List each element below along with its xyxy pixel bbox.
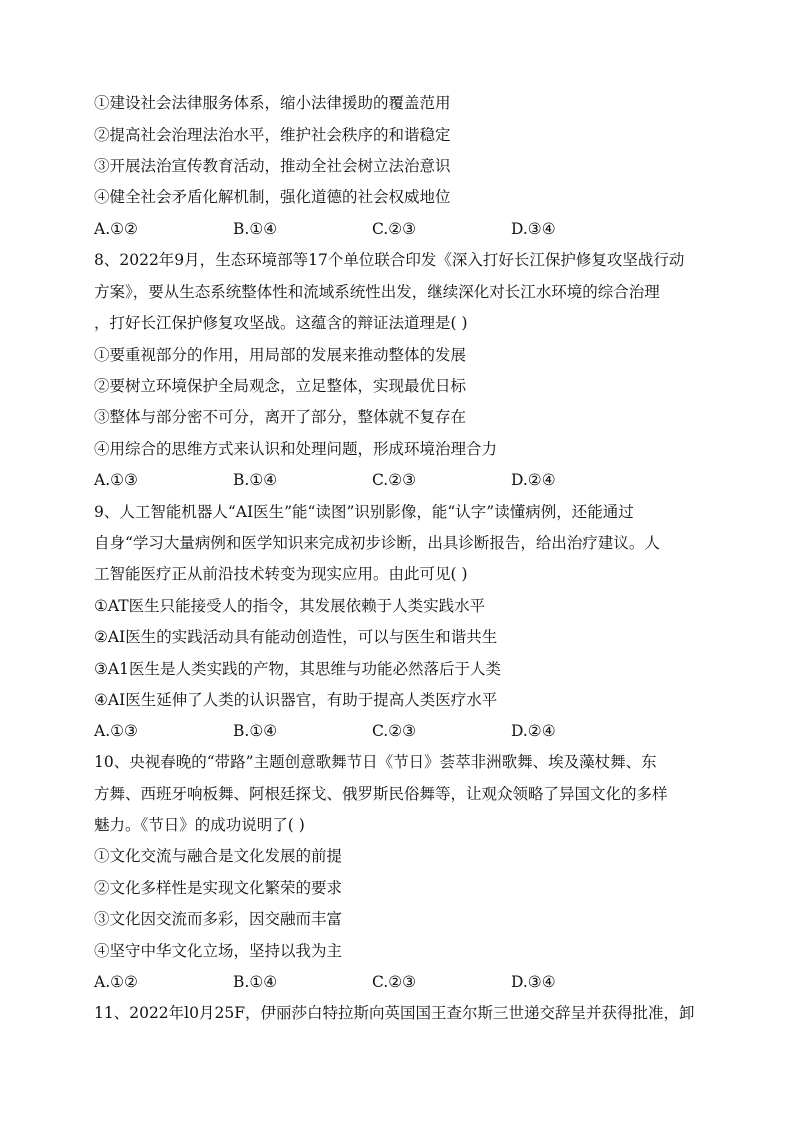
q7-option-d: D.③④ xyxy=(511,220,556,238)
q9-options xyxy=(94,720,654,742)
q9-statement-2: ②AI医生的实践活动具有能动创造性，可以与医生和谐共生 xyxy=(94,628,498,646)
q7-statement-2: ②提高社会治理法治水平，维护社会秩序的和谐稳定 xyxy=(94,126,451,144)
q9-stem-line-1: 9、人工智能机器人“AI医生”能“读图”识别影像，能“认字”读懂病例，还能通过 xyxy=(94,503,634,521)
q10-options xyxy=(94,971,654,993)
q8-stem-line-1: 8、2022年9月，生态环境部等17个单位联合印发《深入打好长江保护修复攻坚战行动 xyxy=(94,251,685,269)
q9-option-d: D.②④ xyxy=(511,722,556,740)
q10-option-a: A.①② xyxy=(94,973,138,991)
q8-options xyxy=(94,469,654,491)
q10-option-b: B.①④ xyxy=(233,973,278,991)
q9-statement-4: ④AI医生延伸了人类的认识器官，有助于提高人类医疗水平 xyxy=(94,691,498,709)
q10-stem-line-2: 方舞、西班牙响板舞、阿根廷探戈、俄罗斯民俗舞等，让观众领略了异国文化的多样 xyxy=(94,785,668,803)
q10-option-d: D.③④ xyxy=(511,973,556,991)
q8-statement-3: ③整体与部分密不可分，离开了部分，整体就不复存在 xyxy=(94,408,467,426)
q8-statement-4: ④用综合的思维方式来认识和处理问题，形成环境治理合力 xyxy=(94,440,498,458)
q7-statement-1: ①建设社会法律服务体系，缩小法律援助的覆盖范用 xyxy=(94,94,451,112)
q7-statement-3: ③开展法治宣传教育活动，推动全社会树立法治意识 xyxy=(94,157,451,175)
q8-statement-2: ②要树立环境保护全局观念，立足整体，实现最优日标 xyxy=(94,377,467,395)
q9-statement-3: ③A1医生是人类实践的产物，其思维与功能必然落后于人类 xyxy=(94,660,501,678)
q9-stem-line-3: 工智能医疗正从前沿技术转变为现实应用。由此可见( ) xyxy=(94,565,468,583)
q8-stem-line-3: ，打好长江保护修复攻坚战。这蕴含的辩证法道理是( ) xyxy=(94,314,468,332)
q9-option-a: A.①③ xyxy=(94,722,138,740)
q8-option-b: B.①④ xyxy=(233,471,278,489)
q8-statement-1: ①要重视部分的作用，用局部的发展来推动整体的发展 xyxy=(94,346,467,364)
q7-options xyxy=(94,218,654,240)
q7-statement-4: ④健全社会矛盾化解机制，强化道德的社会权威地位 xyxy=(94,188,451,206)
q7-option-c: C.②③ xyxy=(372,220,417,238)
q10-stem-line-1: 10、央视春晚的“带路”主题创意歌舞节日《节日》荟萃非洲歌舞、埃及藻杖舞、东 xyxy=(94,753,657,771)
q10-statement-1: ①文化交流与融合是文化发展的前提 xyxy=(94,847,343,865)
q8-option-a: A.①③ xyxy=(94,471,138,489)
q10-stem-line-3: 魅力。《节日》的成功说明了( ) xyxy=(94,816,305,834)
q7-option-a: A.①② xyxy=(94,220,138,238)
q10-statement-4: ④坚守中华文化立场，坚持以我为主 xyxy=(94,942,343,960)
q10-statement-3: ③文化因交流而多彩，因交融而丰富 xyxy=(94,910,343,928)
q7-option-b: B.①④ xyxy=(233,220,278,238)
q8-option-c: C.②③ xyxy=(372,471,417,489)
q10-statement-2: ②文化多样性是实现文化繁荣的要求 xyxy=(94,879,343,897)
q8-option-d: D.②④ xyxy=(511,471,556,489)
q11-stem-line-1: 11、2022年l0月25F，伊丽莎白特拉斯向英国国王查尔斯三世递交辞呈并获得批准，卸 xyxy=(94,1004,695,1022)
q9-option-c: C.②③ xyxy=(372,722,417,740)
q10-option-c: C.②③ xyxy=(372,973,417,991)
q9-option-b: B.①④ xyxy=(233,722,278,740)
q8-stem-line-2: 方案》，要从生态系统整体性和流域系统性出发，继续深化对长江水环境的综合治理 xyxy=(94,283,660,301)
q9-stem-line-2: 自身“学习大量病例和医学知识来完成初步诊断，出具诊断报告，给出治疗建议。人 xyxy=(94,534,660,552)
q9-statement-1: ①AT医生只能接受人的指令，其发展依赖于人类实践水平 xyxy=(94,597,486,615)
